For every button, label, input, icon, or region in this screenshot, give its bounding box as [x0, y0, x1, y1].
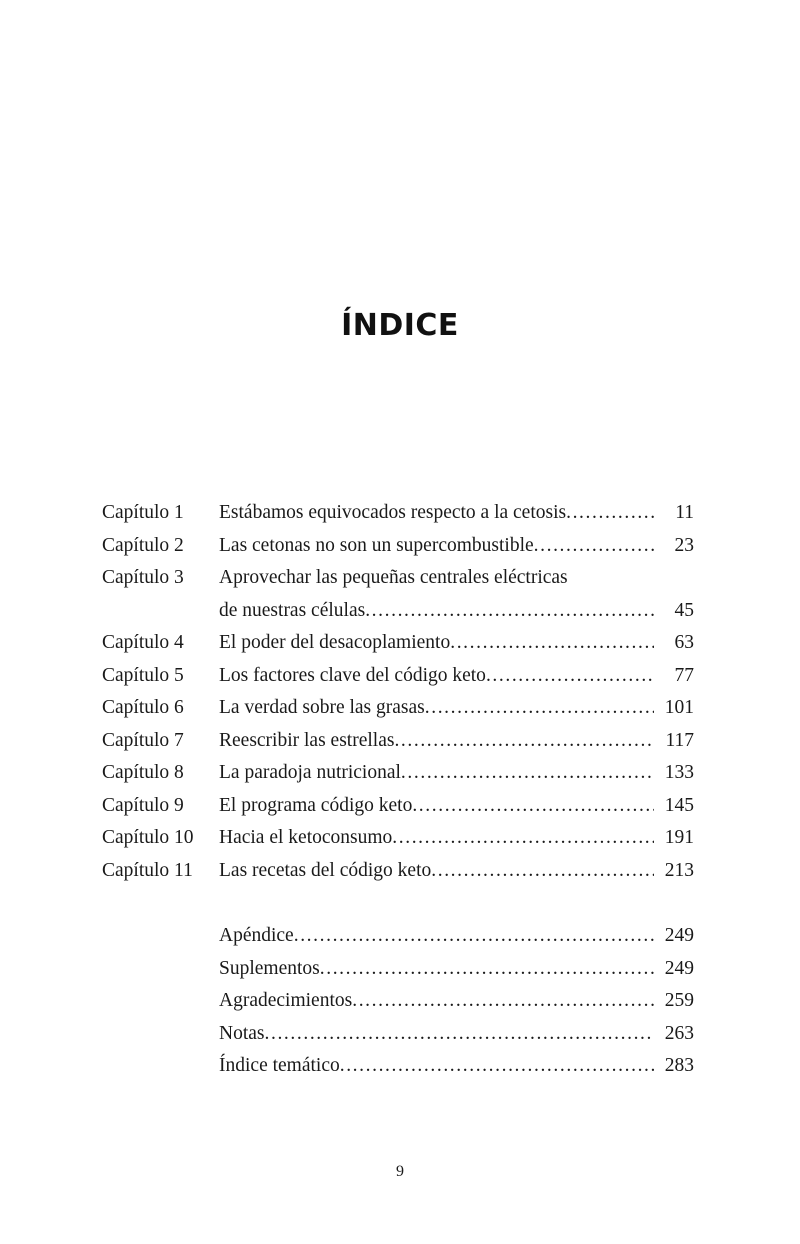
chapter-page: 63 — [674, 632, 694, 653]
table-of-contents — [102, 497, 694, 1083]
appendix-page: 283 — [664, 1055, 694, 1076]
chapter-title: Las cetonas no son un supercombustible — [219, 534, 534, 556]
chapter-page: 191 — [664, 827, 694, 848]
chapter-label: Capítulo 4 — [102, 632, 184, 653]
chapter-title: Reescribir las estrellas — [219, 729, 395, 751]
dot-leader — [265, 1018, 655, 1051]
dot-leader — [401, 757, 654, 790]
chapter-page: 77 — [674, 664, 694, 686]
dot-leader — [394, 725, 654, 758]
chapter-label: Capítulo 6 — [102, 697, 184, 718]
toc-row-chapter-3 — [102, 562, 694, 595]
appendix-page: 263 — [664, 1022, 694, 1044]
toc-row-chapter-9 — [102, 790, 694, 823]
chapter-page: 117 — [665, 729, 694, 751]
appendix-title: Apéndice — [219, 925, 294, 946]
chapter-title: El poder del desacoplamiento — [219, 632, 451, 653]
toc-row-chapter-8 — [102, 757, 694, 790]
toc-row-chapter-7 — [102, 725, 694, 758]
appendix-title: Notas — [219, 1022, 265, 1044]
toc-row-chapter-4 — [102, 627, 694, 660]
chapter-page: 213 — [664, 859, 694, 881]
toc-row-chapter-2 — [102, 530, 694, 563]
toc-row-chapter-3-cont — [102, 595, 694, 628]
dot-leader — [534, 530, 654, 563]
chapter-title: Hacia el ketoconsumo — [219, 827, 393, 848]
chapter-page: 145 — [664, 794, 694, 816]
chapter-title: La paradoja nutricional — [219, 762, 401, 783]
chapter-label: Capítulo 7 — [102, 729, 184, 751]
chapter-label: Capítulo 9 — [102, 794, 184, 816]
chapter-page: 133 — [664, 762, 694, 783]
dot-leader — [412, 790, 654, 823]
toc-row-chapter-11 — [102, 855, 694, 888]
appendix-page: 259 — [664, 990, 694, 1011]
chapter-title: La verdad sobre las grasas — [219, 697, 425, 718]
chapter-label: Capítulo 1 — [102, 502, 184, 523]
appendix-title: Agradecimientos — [219, 990, 353, 1011]
chapter-title: Los factores clave del código keto — [219, 664, 486, 686]
chapter-label: Capítulo 8 — [102, 762, 184, 783]
dot-leader — [431, 855, 654, 888]
chapter-page: 11 — [675, 502, 694, 523]
dot-leader — [365, 595, 654, 628]
toc-row-chapter-6 — [102, 692, 694, 725]
chapter-label: Capítulo 10 — [102, 827, 194, 848]
appendix-title: Suplementos — [219, 957, 320, 979]
chapter-title: El programa código keto — [219, 794, 413, 816]
chapter-label: Capítulo 2 — [102, 534, 184, 556]
toc-row-acknowledgements — [102, 985, 694, 1018]
dot-leader — [450, 627, 654, 660]
appendix-title: Índice temático — [219, 1055, 340, 1076]
toc-row-appendix — [102, 920, 694, 953]
dot-leader — [425, 692, 654, 725]
chapter-title: Aprovechar las pequeñas centrales eléctricas — [219, 567, 568, 588]
chapter-title: Estábamos equivocados respecto a la cetosis — [219, 502, 567, 523]
chapter-page: 23 — [674, 534, 694, 556]
chapter-label: Capítulo 11 — [102, 859, 193, 881]
toc-row-chapter-10 — [102, 822, 694, 855]
page-title: ÍNDICE — [341, 308, 459, 343]
dot-leader — [320, 953, 654, 986]
toc-row-chapter-1 — [102, 497, 694, 530]
toc-row-chapter-5 — [102, 660, 694, 693]
toc-row-thematic-index — [102, 1050, 694, 1083]
chapter-page: 101 — [664, 697, 694, 718]
dot-leader — [352, 985, 654, 1018]
toc-row-supplements — [102, 953, 694, 986]
chapter-title: Las recetas del código keto — [219, 859, 432, 881]
dot-leader — [340, 1050, 654, 1083]
page-number: 9 — [396, 1163, 404, 1180]
chapter-label: Capítulo 5 — [102, 664, 184, 686]
toc-row-notes — [102, 1018, 694, 1051]
chapter-title-continuation: de nuestras células — [219, 599, 366, 621]
dot-leader — [486, 660, 654, 693]
appendix-page: 249 — [664, 925, 694, 946]
chapter-label: Capítulo 3 — [102, 567, 184, 588]
dot-leader — [294, 920, 654, 953]
appendix-page: 249 — [664, 957, 694, 979]
chapter-page: 45 — [674, 599, 694, 621]
dot-leader — [566, 497, 654, 530]
dot-leader — [392, 822, 654, 855]
